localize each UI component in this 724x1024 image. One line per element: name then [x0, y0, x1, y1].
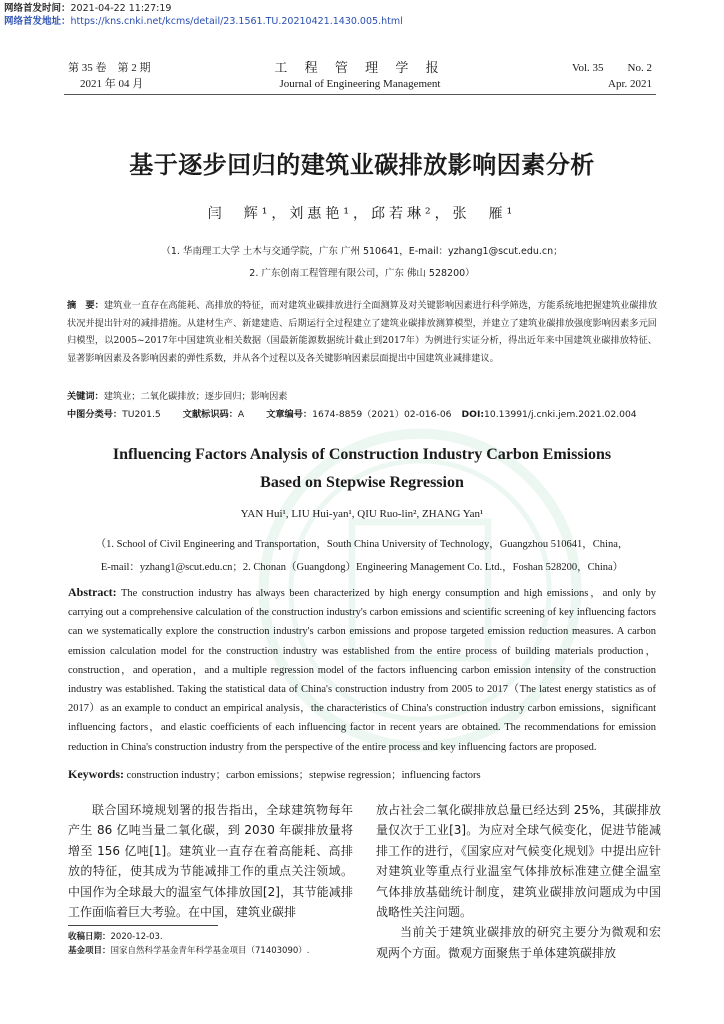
affiliation-cn-1: （1. 华南理工大学 土木与交通学院，广东 广州 510641，E-mail：yzhang1@scut.edu.cn； [161, 246, 563, 257]
keywords-en-label: Keywords: [68, 767, 124, 781]
authors-cn: 闫 辉¹，刘惠艳¹，邱若琳²，张 雁¹ [207, 206, 517, 222]
publish-url-label: 网络首发地址： [4, 16, 71, 27]
volume-cn: 第 35 卷 第 2 期 [68, 62, 151, 74]
keywords-cn-label: 关键词： [67, 391, 104, 402]
header-rule [64, 94, 656, 95]
title-en-line-2: Based on Stepwise Regression [260, 474, 464, 491]
received-value: 2020-12-03. [110, 932, 163, 942]
clc-label: 中图分类号： [67, 409, 123, 420]
abstract-cn [67, 297, 657, 367]
affiliation-en-1: （1. School of Civil Engineering and Transportation，South China University of Technology，Guangzhou 510641，China， [95, 539, 629, 550]
running-header [68, 60, 652, 96]
abstract-en-text: The construction industry has always been characterized by high energy consumption and high emissions，and only by carrying out a comprehensive calculation of the construction industry's carbon emissions and scientific screening of key influencing factors can we systematically explore the construction industry's carbon emissions and propose targeted emission reduction measures. A carbon emission calculation model for the construction industry was established from the entire process of building materials production，construction，and operation，and a multiple regression model of the factors influencing carbon emission intensity of the construction industry was established. Taking the statistical data of China's construction industry from 2005 to 2017（The latest energy statistics as of 2017）as an example to conduct an empirical analysis，the characteristics of China's construction industry carbon emissions，significant influencing factors，and elastic coefficients of each influencing factor in recent years are obtained. The recommendations for emission reduction in China's construction industry from the perspective of the entire process and key influencing factors are proposed. [68, 588, 657, 753]
online-first-stamp [4, 2, 403, 28]
doc-code-label: 文献标识码： [182, 409, 238, 420]
body-column-left [68, 800, 353, 922]
body-paragraph: 当前关于建筑业碳排放的研究主要分为微观和宏观两个方面。微观方面聚焦于单体建筑碳排放 [376, 925, 661, 960]
journal-name-en: Journal of Engineering Management [279, 78, 441, 90]
title-cn: 基于逐步回归的建筑业碳排放影响因素分析 [129, 151, 595, 179]
date-cn: 2021 年 04 月 [80, 78, 144, 90]
keywords-en-text: construction industry；carbon emissions；stepwise regression；influencing factors [126, 770, 481, 781]
classification-line [67, 407, 657, 423]
abstract-cn-label: 摘 要： [67, 300, 104, 311]
publish-time-value: 2021-04-22 11:27:19 [70, 3, 172, 14]
received-label: 收稿日期： [68, 932, 111, 942]
body-column-right [376, 800, 661, 963]
footnote-fund [68, 944, 358, 958]
fund-label: 基金项目： [68, 946, 111, 956]
affiliation-en-2: E-mail：yzhang1@scut.edu.cn；2. Chonan（Guangdong）Engineering Management Co. Ltd.，Foshan 528200，China） [100, 562, 624, 573]
title-en-line-1: Influencing Factors Analysis of Construction Industry Carbon Emissions [112, 446, 612, 463]
body-paragraph: 联合国环境规划署的报告指出，全球建筑物每年产生 86 亿吨当量二氧化碳，到 2030 年碳排放量将增至 156 亿吨[1]。建筑业一直存在着高能耗、高排放的特征，使其成为节能减排工作的重点关注领域。中国作为全球最大的温室气体排放国[2]，其节能减排工作面临着巨大考验。在中国，建筑业碳排 [68, 803, 353, 920]
authors-en: YAN Hui¹, LIU Hui-yan¹, QIU Ruo-lin², ZHANG Yan¹ [240, 508, 484, 520]
article-no-label: 文章编号： [266, 409, 313, 420]
body-paragraph: 放占社会二氧化碳排放总量已经达到 25%，其碳排放量仅次于工业[3]。为应对全球气候变化，促进节能减排工作的进行，《国家应对气候变化规划》中提出应针对建筑业等重点行业温室气体排放标准建立健全温室气体排放基础统计制度，建筑业碳排放问题成为中国战略性关注问题。 [376, 803, 661, 920]
doi-label: DOI: [461, 409, 485, 420]
affiliation-cn-2: 2. 广东创南工程管理有限公司，广东 佛山 528200） [249, 268, 475, 279]
doi-value: 10.13991/j.cnki.jem.2021.02.004 [484, 409, 637, 420]
journal-name-cn: 工 程 管 理 学 报 [274, 60, 446, 75]
doc-code-value: A [237, 409, 245, 420]
abstract-en [68, 583, 656, 757]
abstract-en-label: Abstract: [68, 585, 117, 599]
publish-url-link[interactable]: https://kns.cnki.net/kcms/detail/23.1561.TU.20210421.1430.005.html [70, 16, 403, 27]
keywords-en [68, 767, 656, 782]
abstract-cn-text: 建筑业一直存在高能耗、高排放的特征，而对建筑业碳排放进行全面测算及对关键影响因素进行科学筛选，方能系统地把握建筑业碳排放状况并提出针对的减排措施。从建材生产、新建建造、后期运行全过程建立了建筑业碳排放测算模型，并建立了建筑业碳排放强度影响因素多元回归模型，以2005~2017年中国建筑业相关数据（国最新能源数据统计截止到2017年）为例进行实证分析，得出近年来中国建筑业碳排放特征、显著影响因素及各影响因素的弹性系数，并从各个过程以及各关键影响因素层面提出中国建筑业减排建议。 [67, 300, 658, 364]
number-en: No. 2 [627, 62, 652, 74]
keywords-cn [67, 389, 657, 405]
keywords-cn-text: 建筑业；二氧化碳排放；逐步回归；影响因素 [103, 391, 288, 402]
article-no-value: 1674-8859（2021）02-016-06 [312, 409, 452, 420]
clc-value: TU201.5 [122, 409, 161, 420]
footnote-rule [68, 925, 218, 926]
volume-en: Vol. 35 [571, 62, 604, 74]
date-en: Apr. 2021 [608, 78, 652, 90]
footnote-received [68, 930, 358, 944]
publish-time-label: 网络首发时间： [4, 3, 71, 14]
fund-value: 国家自然科学基金青年科学基金项目（71403090）. [110, 946, 310, 956]
